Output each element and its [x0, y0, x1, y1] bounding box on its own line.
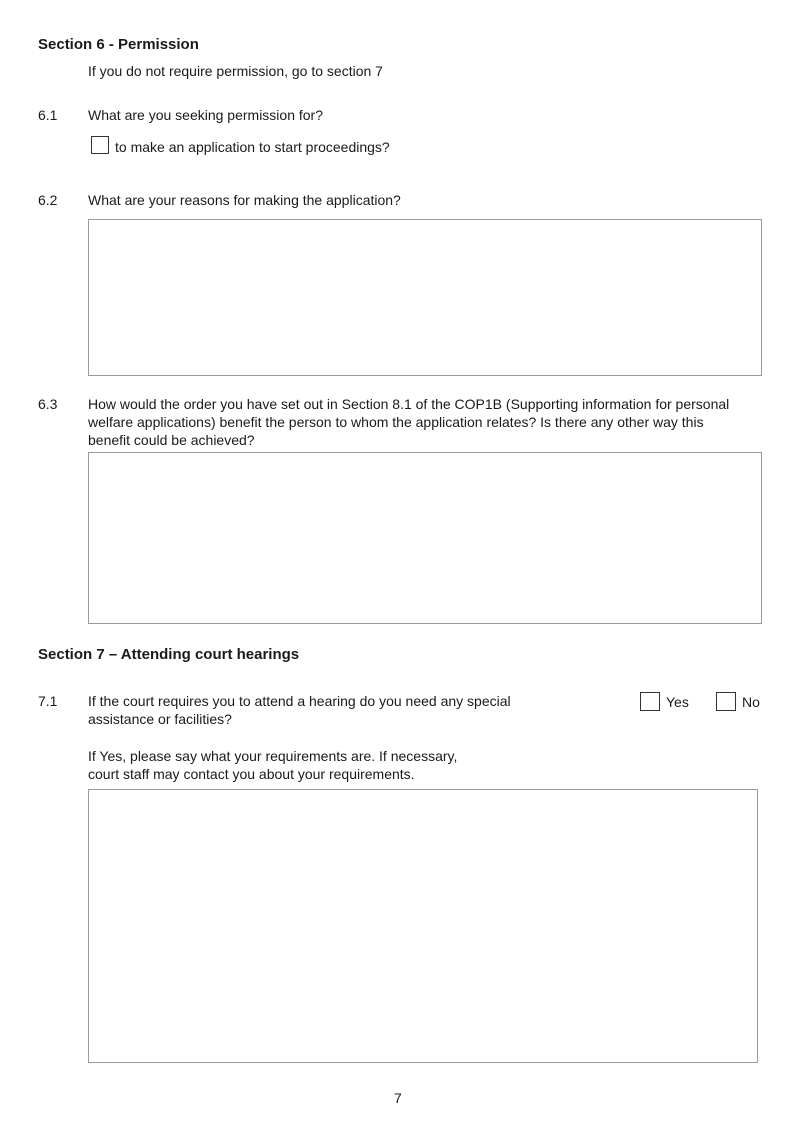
section-6-heading: Section 6 - Permission: [38, 36, 199, 53]
question-6-3-line3: benefit could be achieved?: [88, 432, 255, 448]
question-6-1-number: 6.1: [38, 107, 58, 123]
reasons-textarea[interactable]: [88, 219, 762, 376]
question-6-2-number: 6.2: [38, 192, 58, 208]
question-7-1-line1: If the court requires you to attend a hearing do you need any special: [88, 693, 511, 709]
no-label: No: [742, 694, 760, 710]
question-6-2-text: What are your reasons for making the application?: [88, 192, 401, 208]
section-6-intro: If you do not require permission, go to section 7: [88, 63, 383, 79]
benefit-textarea[interactable]: [88, 452, 762, 624]
section-7-heading: Section 7 – Attending court hearings: [38, 646, 300, 663]
requirements-textarea[interactable]: [88, 789, 758, 1063]
yes-label: Yes: [666, 694, 689, 710]
question-6-3-line2: welfare applications) benefit the person to whom the application relates? Is there any other way this: [88, 414, 704, 430]
requirements-instruction-line2: court staff may contact you about your requirements.: [88, 766, 415, 782]
start-proceedings-checkbox[interactable]: [91, 136, 109, 154]
start-proceedings-label: to make an application to start proceedings?: [115, 139, 390, 155]
question-7-1-number: 7.1: [38, 693, 58, 709]
no-checkbox[interactable]: [716, 692, 736, 711]
question-6-3-number: 6.3: [38, 396, 58, 412]
requirements-instruction-line1: If Yes, please say what your requirements are. If necessary,: [88, 748, 458, 764]
question-6-1-text: What are you seeking permission for?: [88, 107, 323, 123]
yes-checkbox[interactable]: [640, 692, 660, 711]
page-number: 7: [394, 1090, 402, 1106]
question-6-3-line1: How would the order you have set out in Section 8.1 of the COP1B (Supporting information for personal: [88, 396, 730, 412]
question-7-1-line2: assistance or facilities?: [88, 711, 232, 727]
